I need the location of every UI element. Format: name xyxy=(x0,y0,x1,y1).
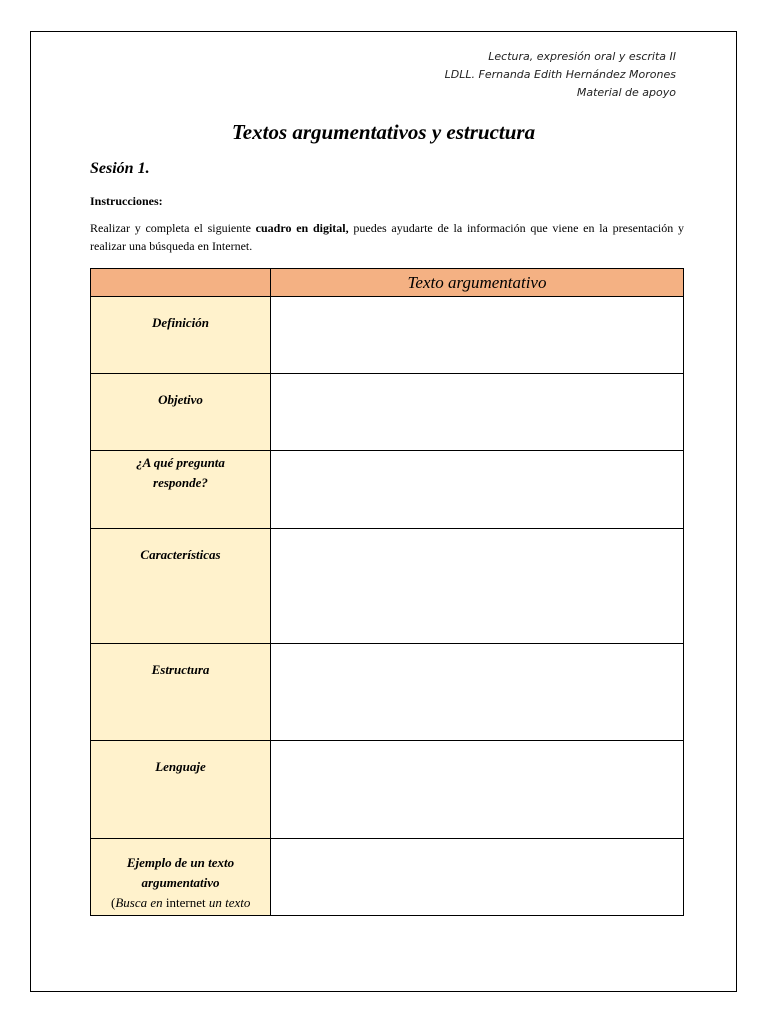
table-row xyxy=(91,297,684,374)
table-row xyxy=(91,644,684,741)
row-label-lenguaje: Lenguaje xyxy=(91,741,271,839)
row-label-ejemplo xyxy=(91,839,271,916)
row-label-objetivo: Objetivo xyxy=(91,374,271,451)
material-type: Material de apoyo xyxy=(576,86,676,99)
header-info xyxy=(445,48,676,102)
instructions-text xyxy=(90,219,684,255)
instructions-text-before: Realizar y completa el siguiente xyxy=(90,221,256,235)
table-row xyxy=(91,529,684,644)
table-row xyxy=(91,451,684,529)
table-row xyxy=(91,839,684,916)
document-title: Textos argumentativos y estructura xyxy=(231,120,536,144)
teacher-name: LDLL. Fernanda Edith Hernández Morones xyxy=(444,68,676,81)
instructions-label: Instrucciones: xyxy=(90,194,163,208)
row-content-objetivo[interactable] xyxy=(271,374,684,451)
course-name: Lectura, expresión oral y escrita II xyxy=(488,50,676,63)
row-content-definicion[interactable] xyxy=(271,297,684,374)
table-row xyxy=(91,374,684,451)
session-heading: Sesión 1. xyxy=(90,160,150,177)
table-header-title: Texto argumentativo xyxy=(271,269,684,297)
row-label-pregunta: ¿A qué pregunta responde? xyxy=(91,451,271,529)
document-page xyxy=(30,31,737,992)
instructions-text-bold: cuadro en digital, xyxy=(255,221,349,235)
row-label-estructura: Estructura xyxy=(91,644,271,741)
note-italic-1: Busca en xyxy=(115,895,163,910)
table-header-empty-cell xyxy=(91,269,271,297)
instructions-text-after: puedes ayudarte de la información que viene en la presentación y realizar una búsqueda en Internet. xyxy=(90,221,685,253)
note-plain: internet xyxy=(162,895,209,910)
row-content-lenguaje[interactable] xyxy=(271,741,684,839)
row-label-ejemplo-note xyxy=(111,893,250,913)
row-content-pregunta[interactable] xyxy=(271,451,684,529)
row-content-ejemplo[interactable] xyxy=(271,839,684,916)
table-header-row xyxy=(91,269,684,297)
row-label-ejemplo-title: Ejemplo de un texto argumentativo xyxy=(126,855,235,890)
table-row xyxy=(91,741,684,839)
note-italic-2: un texto xyxy=(208,895,251,910)
row-content-caracteristicas[interactable] xyxy=(271,529,684,644)
row-label-caracteristicas: Características xyxy=(91,529,271,644)
argumentative-text-table xyxy=(90,268,684,916)
row-content-estructura[interactable] xyxy=(271,644,684,741)
note-open: ( xyxy=(111,895,116,910)
row-label-definicion: Definición xyxy=(91,297,271,374)
